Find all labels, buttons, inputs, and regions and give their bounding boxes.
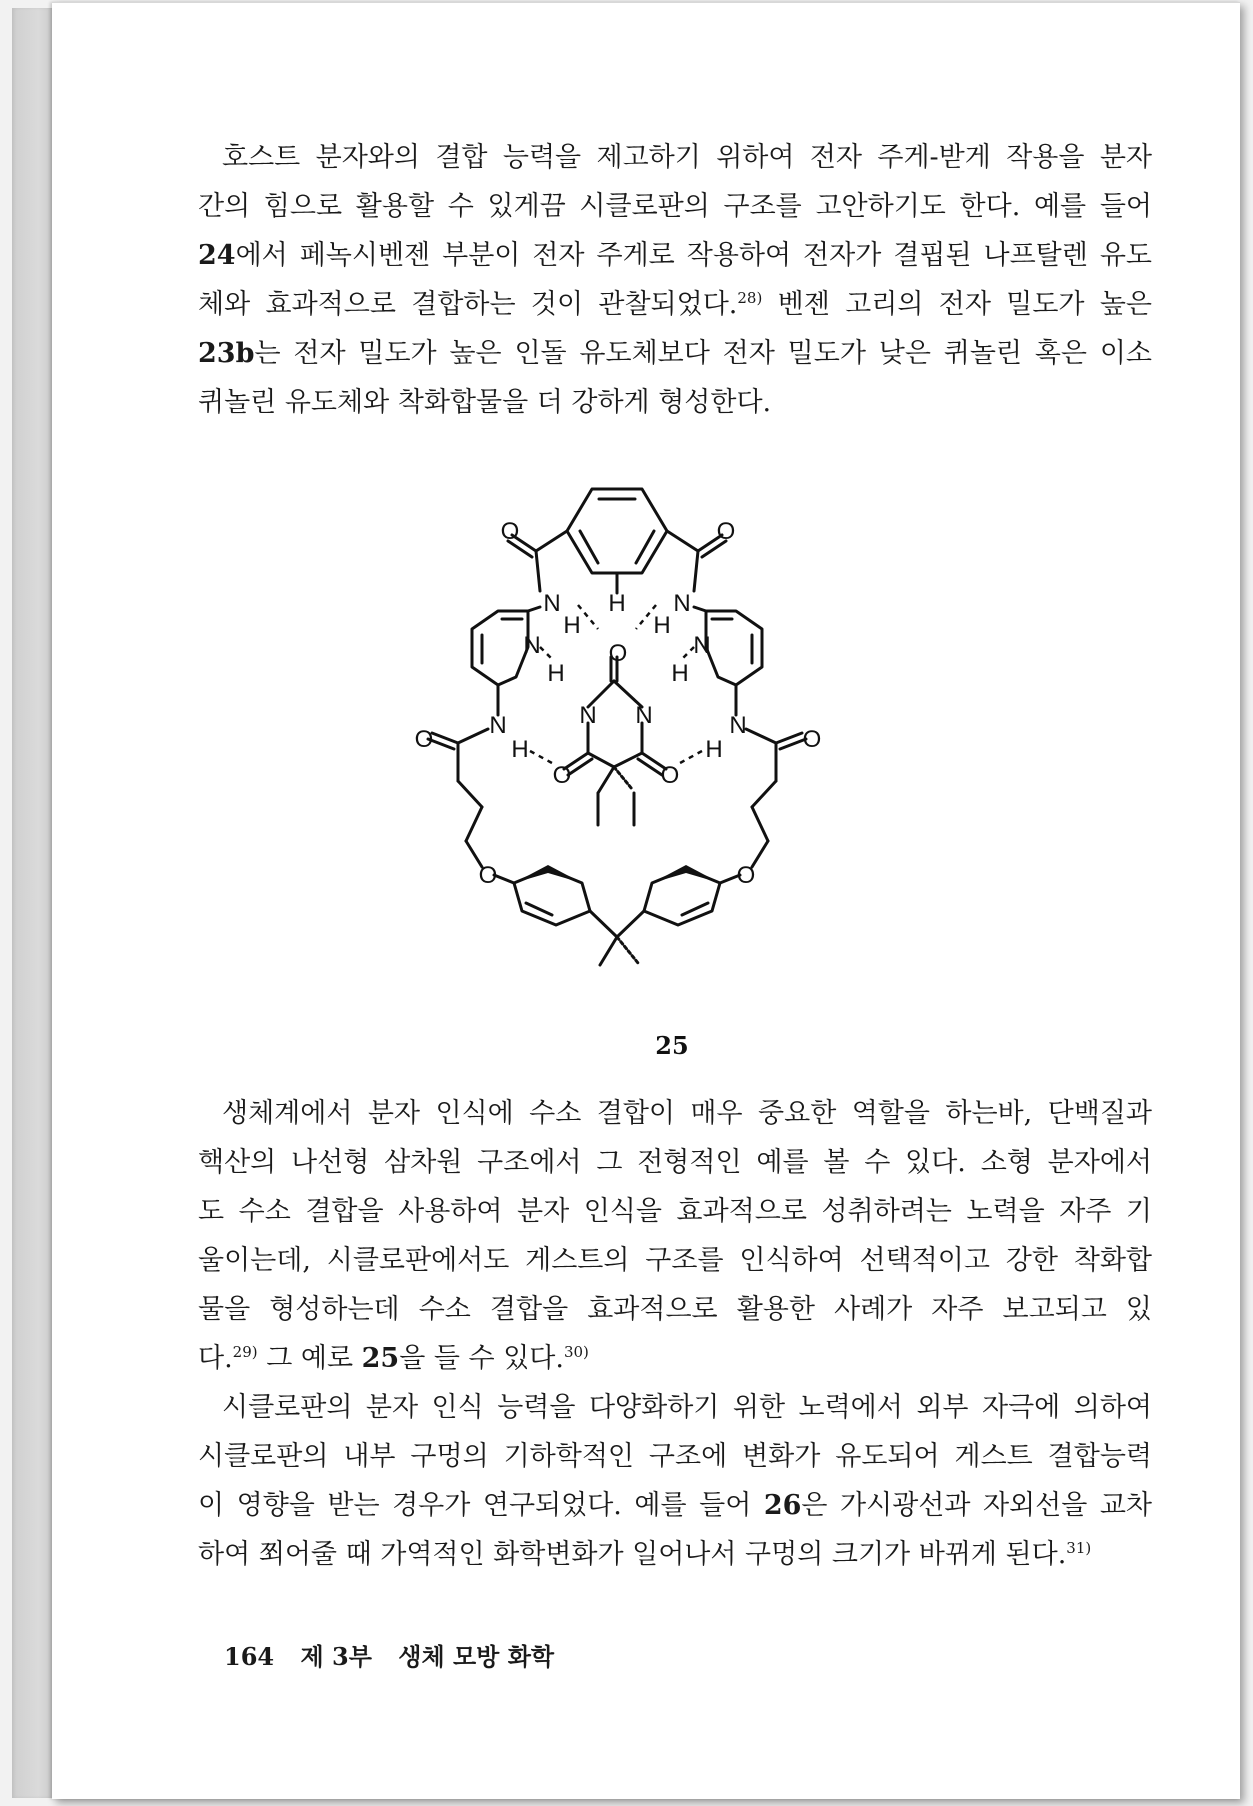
compound-ref-24: 24 (198, 240, 236, 271)
atom-N: N (523, 632, 541, 659)
atom-O: O (716, 518, 736, 545)
text-line: 체와 효과적으로 결합하는 것이 관찰되었다.$^{28)}$ 벤젠 고리의 전자 밀도가 높은 (198, 289, 1152, 320)
atom-H: H (653, 612, 671, 639)
atom-O: O (802, 726, 822, 753)
compound-ref-25: 25 (361, 1343, 400, 1374)
atom-N: N (635, 702, 653, 729)
atom-H: H (511, 736, 529, 763)
compound-ref-23b: 23b (198, 338, 255, 369)
compound-ref-26: 26 (763, 1490, 802, 1521)
atom-O: O (660, 762, 680, 789)
text-line: 울이는데, 시클로판에서도 게스트의 구조를 인식하여 선택적이고 강한 착화합 (198, 1245, 1152, 1276)
atom-H: H (671, 660, 689, 687)
text-line: 23b는 전자 밀도가 높은 인돌 유도체보다 전자 밀도가 낮은 퀴놀린 혹은 이소 (198, 338, 1152, 369)
atom-O: O (478, 862, 498, 889)
page-number: 164 (224, 1642, 275, 1671)
atom-N: N (489, 712, 507, 739)
book-page (52, 2, 1240, 1799)
atom-H: H (563, 612, 581, 639)
text-line: 물을 형성하는데 수소 결합을 효과적으로 활용한 사례가 자주 보고되고 있 (198, 1294, 1152, 1325)
compound-25-structure (402, 471, 942, 1031)
text-line: 시클로판의 분자 인식 능력을 다양화하기 위한 노력에서 외부 자극에 의하여 (222, 1392, 1152, 1423)
atom-N: N (693, 632, 711, 659)
part-label: 제 3부 (300, 1642, 372, 1671)
atom-O: O (414, 726, 434, 753)
page-footer (224, 1637, 572, 1672)
atom-N: N (543, 590, 561, 617)
compound-label: 25 (655, 1031, 689, 1060)
paragraph-2 (198, 1089, 1152, 1383)
paragraph-3 (198, 1383, 1152, 1579)
text-line: 핵산의 나선형 삼차원 구조에서 그 전형적인 예를 볼 수 있다. 소형 분자에서 (198, 1147, 1152, 1178)
chemical-structure-figure (402, 471, 942, 1060)
text-line: 호스트 분자와의 결합 능력을 제고하기 위하여 전자 주게-받게 작용을 분자 (222, 142, 1152, 173)
atom-H: H (608, 590, 626, 617)
atom-N: N (729, 712, 747, 739)
text-line: 하여 쬐어줄 때 가역적인 화학변화가 일어나서 구멍의 크기가 바뀌게 된다.$^{31)}$ (198, 1539, 1092, 1570)
citation-28: 28) (737, 289, 763, 307)
atom-H: H (705, 736, 723, 763)
citation-30: 30) (563, 1343, 589, 1361)
text-line: 도 수소 결합을 사용하여 분자 인식을 효과적으로 성취하려는 노력을 자주 기 (198, 1196, 1152, 1227)
text-line: 시클로판의 내부 구멍의 기하학적인 구조에 변화가 유도되어 게스트 결합능력 (198, 1441, 1152, 1472)
atom-O: O (736, 862, 756, 889)
atom-H: H (547, 660, 565, 687)
text-line: 이 영향을 받는 경우가 연구되었다. 예를 들어 26은 가시광선과 자외선을 교차 (198, 1490, 1153, 1521)
atom-O: O (608, 640, 628, 667)
citation-29: 29) (232, 1343, 258, 1361)
atom-N: N (579, 702, 597, 729)
atom-O: O (552, 762, 572, 789)
citation-31: 31) (1066, 1539, 1092, 1557)
chapter-title: 생체 모방 화학 (398, 1642, 555, 1671)
book-page-edge (12, 8, 57, 1798)
text-line: 24에서 페녹시벤젠 부분이 전자 주게로 작용하여 전자가 결핍된 나프탈렌 유도 (198, 240, 1152, 271)
text-line: 간의 힘으로 활용할 수 있게끔 시클로판의 구조를 고안하기도 한다. 예를 들어 (198, 191, 1152, 222)
paragraph-1 (198, 133, 1152, 427)
atom-O: O (500, 518, 520, 545)
text-line: 생체계에서 분자 인식에 수소 결합이 매우 중요한 역할을 하는바, 단백질과 (222, 1098, 1152, 1129)
text-line: 다.$^{29)}$ 그 예로 25을 들 수 있다.$^{30)}$ (198, 1343, 589, 1374)
atom-N: N (673, 590, 691, 617)
text-line: 퀴놀린 유도체와 착화합물을 더 강하게 형성한다. (198, 387, 772, 418)
